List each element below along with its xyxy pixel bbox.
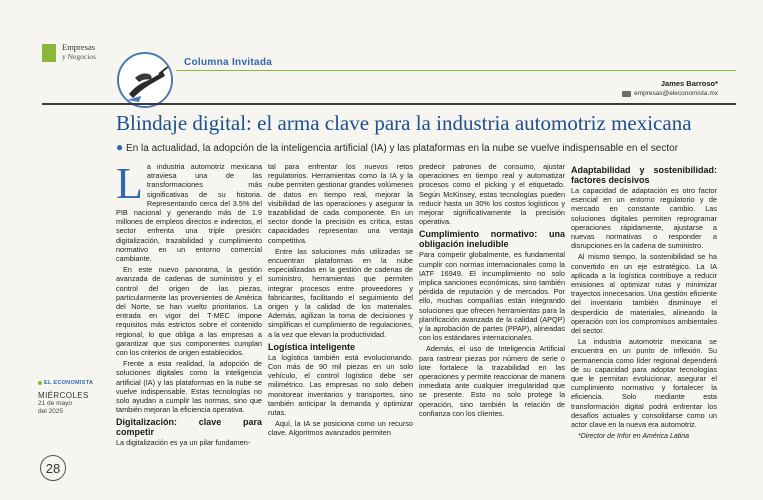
page-number: 28 [40,455,66,481]
paragraph: predecir patrones de consumo, ajustar operaciones en tiempo real y automatizar procesos como el picking y el etiquetado. Según McKinsey, estas tecnologías pueden reducir hasta un 30% los costos logísticos y mejorar significativamente la precisión operativa. [419,162,565,227]
section-name: Empresas [62,42,96,52]
article-column-4 [571,162,717,500]
drop-cap: L [116,162,143,208]
paragraph: En este nuevo panorama, la gestión avanzada de cadenas de suministro y el control del origen de las piezas, particularmente las provenientes de América del Norte, se han vuelto prioritarios. La entrada en vigor del T-MEC impone requisitos más estrictos sobre el contenido regional, lo que obliga a las empresas a garantizar que sus componentes cumplan con los criterios de origen establecidos. [116,265,262,358]
article-column-3 [419,162,565,500]
subtitle [116,140,678,154]
author-email [622,90,718,97]
paragraph: a industria automotriz mexicana atraviesa una de las transformaciones más significativas de su historia. Representando cerca del 3.5% del PIB nacional y generando más de 1.9 millones de empleos directos e indirectos, el sector enfrenta una triple presión: digitalización, trazabilidad y cumplimiento normativo en un entorno comercial cambiante. [116,162,262,264]
paragraph: Para competir globalmente, es fundamental cumplir con normas internacionales como la IATF 16949. El incumplimiento no solo implica sanciones económicas, sino también pérdida de reputación y de mercados. Por ello, muchas compañías están integrando soluciones que ofrecen herramientas para la planificación avanzada de la calidad (APQP) y la aprobación de partes (PPAP), alineadas con los estándares internacionales. [419,250,565,343]
section-subname: y Negocios [62,52,96,61]
publication-brand [38,380,108,386]
brand-dot-icon [38,381,42,385]
mail-icon [622,91,631,97]
pen-hand-icon [119,54,173,108]
issue-day: MIÉRCOLES [38,391,89,400]
paragraph: Aquí, la IA se posiciona como un recurso clave. Algoritmos avanzados permiten [268,419,413,438]
author-name: James Barroso* [660,79,718,88]
article-column-2 [268,162,413,500]
subheading: Digitalización: clave para competir [116,417,262,438]
paragraph: La industria automotriz mexicana se encuentra en un punto de inflexión. Su permanencia como líder regional dependerá de su capacidad para adoptar tecnologías que le permitan evolucionar, asegurar el cumplimiento normativo y fortalecer la eficiencia. Solo mediante esta transformación digital podrá enfrentar los desafíos actuales y consolidarse como un actor clave en la nueva era automotriz. [571,337,717,430]
header-rule [176,70,736,71]
paragraph: La capacidad de adaptación es otro factor esencial en un entorno regulatorio y de mercado en constante cambio. Las soluciones digitales permiten reprogramar operaciones rápidamente, ajustarse a nuevas normativas o responder a disrupciones en la cadena de suministro. [571,186,717,251]
issue-sidebar [38,380,108,416]
author-email-text: empresas@eleconomista.mx [634,90,718,97]
paragraph: Al mismo tiempo, la sostenibilidad se ha convertido en un eje estratégico. La IA aplicada a la logística contribuye a reducir emisiones al optimizar rutas y minimizar trayectos innecesarios. Una gestión eficiente del inventario también disminuye el desperdicio de materiales, alineando la operación con los compromisos ambientales del sector. [571,252,717,336]
issue-date-line2: del 2025 [38,408,63,415]
paragraph: Entre las soluciones más utilizadas se encuentran plataformas en la nube especializadas en la gestión de cadenas de suministro, herramientas que permiten integrar procesos entre proveedores y fabricantes, facilitando el seguimiento del origen y la calidad de los materiales. Además, agilizan la toma de decisiones y simplifican el cumplimiento de regulaciones, a la vez que elevan la productividad. [268,246,413,339]
subheading: Adaptabilidad y sostenibilidad: factores decisivos [571,165,717,185]
columnist-pen-illustration [117,52,173,108]
subheading: Cumplimiento normativo: una obligación ineludible [419,229,565,250]
headline-rule [42,103,736,105]
paragraph: La logística también está evolucionando. Con más de 90 mil piezas en un solo vehículo, el control logístico debe ser milimétrico. Las empresas no solo deben monitorear inventarios y transportes, sino también anticipar la demanda y optimizar rutas. [268,352,413,418]
brand-name: EL ECONOMISTA [44,380,94,386]
article-column-1 [116,162,262,500]
subtitle-text: En la actualidad, la adopción de la inteligencia artificial (IA) y las plataformas en la nube se vuelve indispensable en el sector [126,143,679,154]
paragraph: Además, el uso de Inteligencia Artificial para rastrear piezas por número de serie o lote fortalece la trazabilidad en las operaciones y permite reaccionar de manera inmediata ante cualquier irregularidad que se presente. Esto no solo protege la operación, sino también la relación de confianza con los clientes. [419,344,565,418]
section-color-tab [42,44,56,62]
paragraph: La digitalización es ya un pilar fundamen- [116,438,251,448]
author-footnote: *Director de Infor en América Latina [578,433,690,441]
section-label [62,42,96,62]
paragraph: Frente a esta realidad, la adopción de soluciones digitales como la inteligencia artificial (IA) y las plataformas en la nube se vuelve indispensable. Estas tecnologías no solo ayudan a cumplir las normas, sino que también mejoran la eficiencia operativa. [116,359,262,415]
issue-date-line1: 21 de mayo [38,400,72,407]
headline: Blindaje digital: el arma clave para la industria automotriz mexicana [116,111,692,135]
column-title: Columna Invitada [184,57,273,68]
subheading: Logística inteligente [268,341,356,352]
subtitle-bullet-icon: ● [116,140,124,154]
paragraph: tal para enfrentar los nuevos retos regulatorios. Herramientas como la IA y la nube permiten gestionar grandes volúmenes de datos en tiempo real, mejorar la visibilidad de las operaciones y asegurar la trazabilidad de cada componente. En un sector donde la precisión es crítica, estas capacidades representan una ventaja competitiva. [268,162,413,245]
